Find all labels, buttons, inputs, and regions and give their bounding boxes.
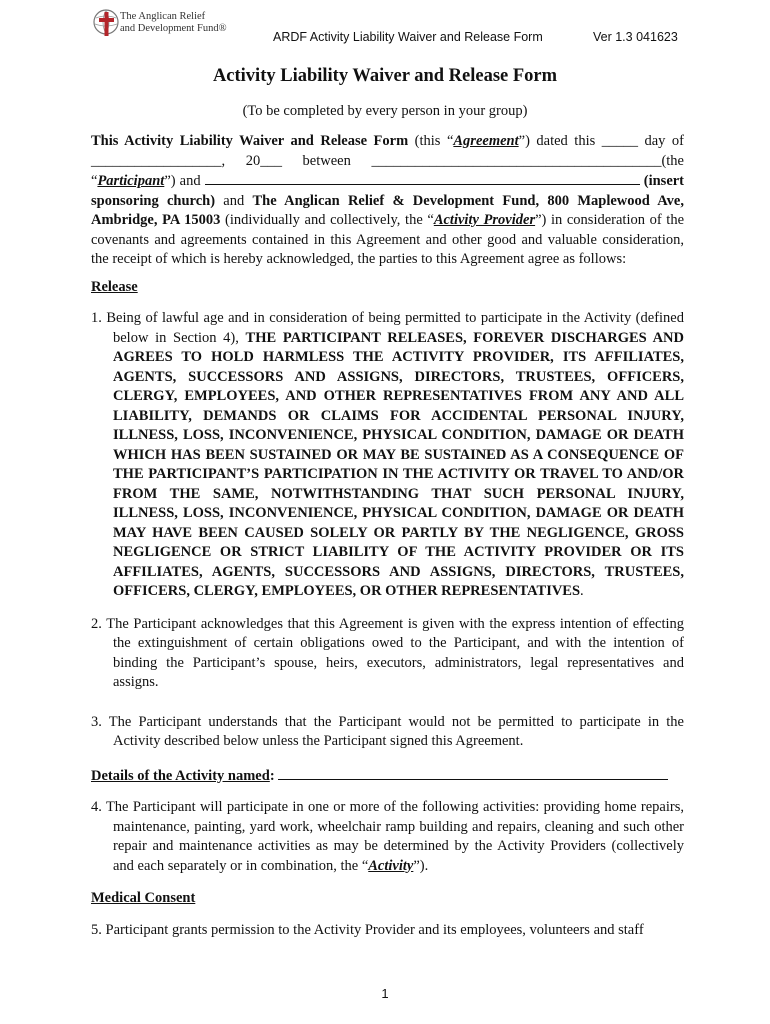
activity-name-blank[interactable] <box>278 766 668 780</box>
intro-text-d: ”) dated this _____ day of __________________, 20___ between ________________________________________(the “ <box>91 133 685 189</box>
logo-text-line-1: The Anglican Relief <box>120 11 206 22</box>
item4-text-a: 4. The Participant will participate in one or more of the following activities: providing home repairs, maintenance, painting, yard work, wheelchair ramp building and repairs, cleaning and such other repair and maintenance activities as may be determined by the Activity Providers (collectively and each separately or in combination, the “ <box>91 799 684 874</box>
item1-text-a: 1. Being of lawful age and in consideration of being permitted to participate in the Activity (defined below in Section 4), <box>91 310 684 346</box>
activity-details-line <box>91 766 684 787</box>
intro-ardf-address: The Anglican Relief & Development Fund, 800 Maplewood Ave, Ambridge, PA 15003 <box>91 192 684 228</box>
document-body <box>91 132 684 953</box>
intro-church-note: (insert sponsoring church) <box>91 173 685 209</box>
header-version: Ver 1.3 041623 <box>593 30 678 44</box>
item4-text-c: ”). <box>413 857 429 874</box>
intro-text-j: (individually and collectively, the “ <box>220 212 434 228</box>
medical-item-5: 5. Participant grants permission to the Activity Provider and its employees, volunteers and staff <box>91 921 644 938</box>
logo-text <box>120 11 227 35</box>
header-document-name: ARDF Activity Liability Waiver and Release Form <box>273 30 543 44</box>
release-heading: Release <box>91 278 138 295</box>
release-item-3: 3. The Participant understands that the Participant would not be permitted to participate in the Activity described below unless the Participant signed this Agreement. <box>91 713 684 749</box>
intro-agreement-term: Agreement <box>453 133 519 149</box>
details-colon: : <box>269 767 275 784</box>
ardf-cross-globe-icon <box>92 6 122 42</box>
item1-text-c: . <box>580 583 584 599</box>
medical-consent-heading: Medical Consent <box>91 890 196 906</box>
intro-text-b: (this “ <box>408 133 454 149</box>
logo-text-line-2: and Development Fund® <box>120 23 227 34</box>
item4-activity-term: Activity <box>368 857 414 874</box>
intro-text-f: ”) and <box>164 173 205 189</box>
intro-text-h: and <box>215 192 253 209</box>
release-item-1 <box>91 309 684 602</box>
page-subtitle: (To be completed by every person in your group) <box>242 103 528 119</box>
intro-paragraph <box>91 132 684 270</box>
page-title: Activity Liability Waiver and Release Form <box>212 66 558 86</box>
item1-release-caps: THE PARTICIPANT RELEASES, FOREVER DISCHARGES AND AGREES TO HOLD HARMLESS THE ACTIVITY PROVIDER, ITS AFFILIATES, AGENTS, SUCCESSORS AND ASSIGNS, DIRECTORS, TRUSTEES, OFFICERS, CLERGY, EMPLOYEES, AND OTHER REPRESENTATIVES FROM ANY AND ALL LIABILITY, DEMANDS OR CLAIMS FOR ACCIDENTAL PERSONAL INJURY, ILLNESS, LOSS, INCONVENIENCE, PHYSICAL CONDITION, DAMAGE OR DEATH WHICH HAS BEEN SUSTAINED OR MAY BE SUSTAINED AS A CONSEQUENCE OF THE PARTICIPANT’S PARTICIPATION IN THE ACTIVITY OR TRAVEL TO AND/OR FROM THE SAME, NOTWITHSTANDING THAT SUCH PERSONAL INJURY, ILLNESS, LOSS, INCONVENIENCE, PHYSICAL CONDITION, DAMAGE OR DEATH MAY HAVE BEEN CAUSED SOLELY OR PARTLY BY THE NEGLIGENCE, GROSS NEGLIGENCE OR STRICT LIABILITY OF THE ACTIVITY PROVIDER OR ITS AFFILIATES, AGENTS, SUCCESSORS AND ASSIGNS, DIRECTORS, TRUSTEES, OFFICERS, CLERGY, EMPLOYEES, OR OTHER REPRESENTATIVES <box>113 329 684 599</box>
intro-text-l: ”) in consideration of the covenants and agreements contained in this Agreement and other good and valuable consideration, the receipt of which is hereby acknowledged, the parties to this Agreement agree as follows: <box>91 212 685 267</box>
intro-participant-term: Participant <box>97 173 165 189</box>
release-item-2: 2. The Participant acknowledges that this Agreement is given with the express intention of effecting the extinguishment of certain obligations owed to the Participant, and with the intention of binding the Participant’s spouse, heirs, executors, administrators, legal representatives and assigns. <box>91 615 684 690</box>
details-label: Details of the Activity named <box>91 767 270 784</box>
activity-item-4 <box>91 798 684 876</box>
ardf-logo <box>92 6 232 46</box>
intro-form-name: This Activity Liability Waiver and Release Form <box>91 133 409 149</box>
intro-provider-term: Activity Provider <box>433 212 536 228</box>
church-blank[interactable] <box>205 171 640 185</box>
page-number: 1 <box>381 986 389 1001</box>
